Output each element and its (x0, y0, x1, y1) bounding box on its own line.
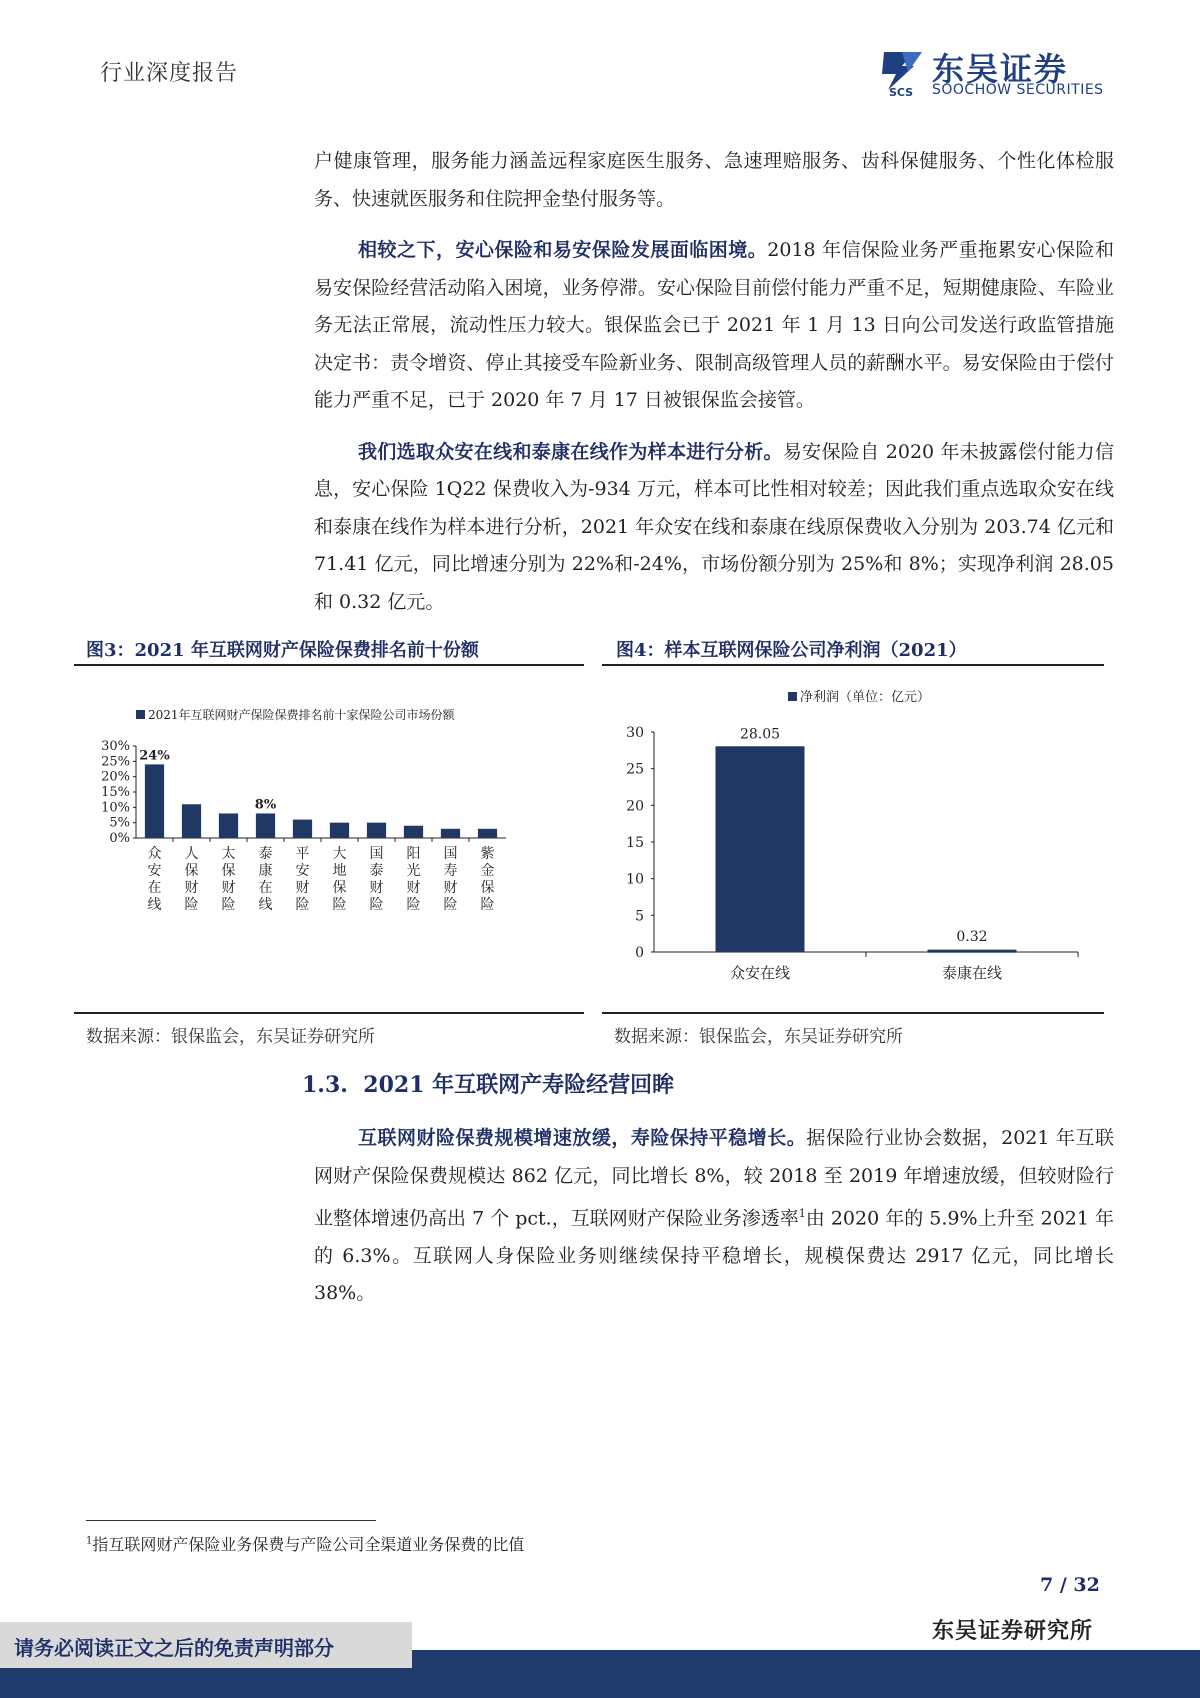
chart1-legend (136, 707, 456, 722)
chart1-bar (219, 813, 238, 838)
section-title: 2021 年互联网产寿险经营回眸 (363, 1072, 675, 1098)
page-number: 7 / 32 (1040, 1574, 1100, 1596)
chart1-category-label: 大地保险 (332, 846, 347, 913)
disclaimer-box (0, 1622, 412, 1668)
figure-3-title: 图3：2021 年互联网财产保险保费排名前十份额 (86, 640, 479, 661)
footnote (86, 1532, 524, 1555)
chart1-bar (256, 813, 275, 838)
chart1-legend-swatch (136, 710, 145, 719)
chart2-category-label: 泰康在线 (941, 964, 1003, 982)
logo-mark-icon (874, 44, 928, 98)
section-number: 1.3. (302, 1072, 348, 1098)
chart2-y-tick-label: 30 (626, 725, 644, 741)
chart2-bar (715, 746, 804, 952)
chart2-data-label: 0.32 (956, 929, 988, 945)
chart2-y-tick-label: 20 (626, 798, 644, 815)
chart2-category-label: 众安在线 (729, 964, 791, 982)
paragraph-3 (314, 434, 1114, 622)
figure-3-chart (74, 670, 584, 1000)
chart1-y-tick-label: 20% (101, 769, 130, 785)
chart1-y-tick-label: 5% (109, 815, 130, 831)
paragraph-4-lead: 互联网财险保费规模增速放缓，寿险保持平稳增长。 (358, 1127, 807, 1149)
chart1-category-label: 众安在线 (147, 846, 162, 913)
footnote-reference[interactable]: 1 (798, 1207, 806, 1220)
body-text-top (314, 143, 1114, 621)
figure-3-bottom-rule (74, 1012, 584, 1014)
section-heading (302, 1068, 674, 1099)
figure-4-top-rule (602, 664, 1104, 666)
chart1-bar (367, 823, 386, 838)
logo-english-name: SOOCHOW SECURITIES (932, 82, 1104, 98)
paragraph-3-lead: 我们选取众安在线和泰康在线作为样本进行分析。 (358, 440, 783, 463)
figure-4-chart (602, 670, 1104, 1000)
chart1-y-tick-label: 0% (109, 831, 130, 846)
figure-4-source: 数据来源：银保监会，东吴证券研究所 (614, 1027, 903, 1047)
logo-badge: SCS (888, 86, 914, 98)
chart1-category-label: 泰康在线 (258, 846, 273, 913)
chart1-bar (441, 829, 460, 838)
report-type-label: 行业深度报告 (100, 61, 239, 86)
paragraph-4 (314, 1120, 1114, 1313)
chart2-y-tick-label: 15 (626, 835, 644, 851)
chart2-y-tick-label: 5 (635, 908, 644, 925)
chart2-y-tick-label: 10 (626, 871, 644, 888)
chart1-data-label: 24% (139, 748, 170, 764)
paragraph-3-body: 易安保险自 2020 年未披露偿付能力信息，安心保险 1Q22 保费收入为-934 万元，样本可比性相对较差；因此我们重点选取众安在线和泰康在线作为样本进行分析，2021 年众安在线和泰康在线原保费收入分别为 203.74 亿元和 71.41 亿元，同比增速分别为 22%和-24%，市场份额分别为 25%和 8%；实现净利润 28.05 和 0.32 亿元。 (314, 440, 1114, 613)
chart2-bar (927, 950, 1016, 953)
chart2-legend-label: 净利润（单位：亿元） (800, 690, 931, 705)
chart2-legend (788, 689, 930, 705)
chart1-bar (478, 829, 497, 838)
figure-4-title: 图4：样本互联网保险公司净利润（2021） (616, 640, 967, 661)
figure-3-source: 数据来源：银保监会，东吴证券研究所 (86, 1027, 375, 1047)
chart1-y-tick-label: 10% (101, 800, 130, 816)
chart1-category-label: 太保财险 (221, 846, 236, 913)
paragraph-4-body-b: 由 2020 年的 5.9%上升至 2021 年的 6.3%。互联网人身保险业务则继续保持平稳增长，规模保费达 2917 亿元，同比增长 38%。 (314, 1207, 1114, 1305)
chart1-category-label: 人保财险 (184, 846, 199, 913)
paragraph-1: 户健康管理，服务能力涵盖远程家庭医生服务、急速理赔服务、齿科保健服务、个性化体检服务、快速就医服务和住院押金垫付服务等。 (314, 150, 1114, 210)
figure-3-top-rule (74, 664, 584, 666)
chart1-legend-label: 2021年互联网财产保险保费排名前十家保险公司市场份额 (148, 708, 455, 722)
chart1-category-label: 国泰财险 (369, 846, 384, 913)
chart1-bar (293, 820, 312, 838)
chart1-bar (145, 764, 164, 838)
paragraph-2 (314, 232, 1114, 420)
chart1-bar (404, 826, 423, 838)
logo-chinese-name: 东吴证券 (932, 50, 1069, 88)
chart1-category-label: 紫金保险 (480, 846, 495, 913)
chart1-y-tick-label: 25% (101, 754, 130, 770)
chart1-bar (330, 823, 349, 838)
company-logo (874, 44, 1114, 100)
footnote-mark: 1 (86, 1535, 93, 1547)
chart2-y-tick-label: 25 (626, 761, 644, 778)
footnote-divider (86, 1520, 376, 1521)
figure-4-bottom-rule (602, 1012, 1104, 1014)
chart1-data-label: 8% (254, 797, 277, 813)
paragraph-2-body: 2018 年信保险业务严重拖累安心保险和易安保险经营活动陷入困境，业务停滞。安心保险目前偿付能力严重不足，短期健康险、车险业务无法正常展，流动性压力较大。银保监会已于 2021 年 1 月 13 日向公司发送行政监管措施决定书：责令增资、停止其接受车险新业务、限制高级管理人员的薪酬水平。易安保险由于偿付能力严重不足，已于 2020 年 7 月 17 日被银保监会接管。 (314, 239, 1114, 411)
body-text-bottom (314, 1120, 1114, 1313)
chart1-y-tick-label: 15% (101, 785, 130, 800)
paragraph-2-lead: 相较之下，安心保险和易安保险发展面临困境。 (358, 239, 768, 261)
chart1-category-label: 阳光财险 (406, 846, 421, 913)
chart2-data-label: 28.05 (739, 726, 781, 743)
chart1-bar (182, 804, 201, 838)
footnote-text: 指互联网财产保险业务保费与产险公司全渠道业务保费的比值 (92, 1535, 525, 1554)
disclaimer-text: 请务必阅读正文之后的免责声明部分 (14, 1636, 334, 1660)
chart2-legend-swatch (788, 692, 797, 701)
chart1-category-label: 平安财险 (295, 846, 310, 913)
chart1-category-label: 国寿财险 (443, 846, 458, 913)
chart2-y-tick-label: 0 (635, 945, 644, 961)
paragraph-4-body-a: 据保险行业协会数据，2021 年互联网财产保险保费规模达 862 亿元，同比增长 8%，较 2018 至 2019 年增速放缓，但较财险行业整体增速仍高出 7 个 pct.，互联网财产保险业务渗透率 (314, 1127, 1114, 1230)
footer-organization: 东吴证券研究所 (932, 1618, 1094, 1644)
chart1-y-tick-label: 30% (101, 739, 130, 754)
